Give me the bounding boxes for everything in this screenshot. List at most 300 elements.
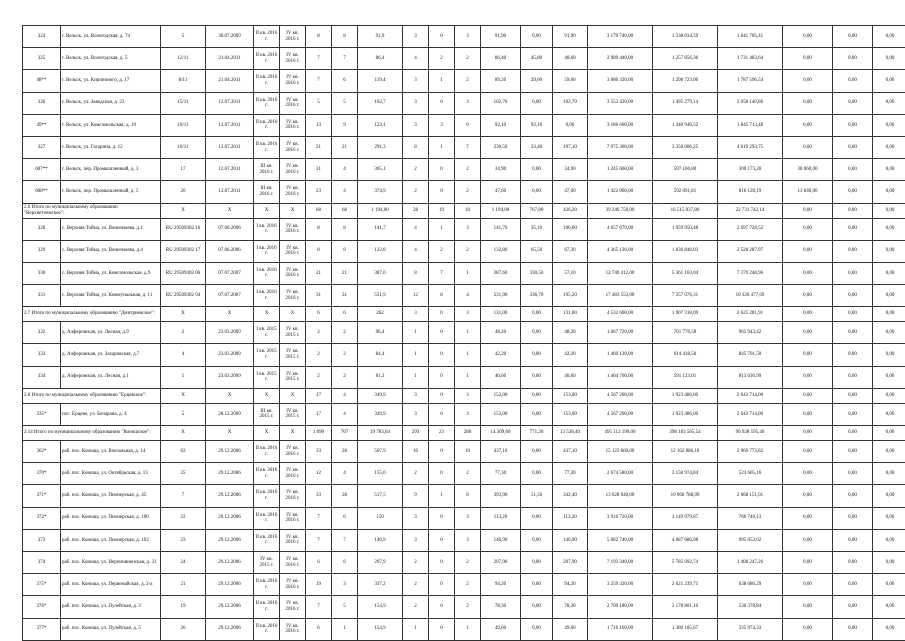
table-cell: IV кв. 2016 г. (280, 92, 306, 114)
table-cell: 291,3 (358, 136, 403, 158)
table-cell: 0,00 (521, 26, 553, 48)
table-cell: 150 (358, 507, 403, 529)
address-cell: раб. пос. Коноша, ул. Пионерская, д. 100 (61, 507, 161, 529)
table-cell: 30.07.2009 (206, 26, 254, 48)
table-cell: 1 298 723,06 (653, 70, 718, 92)
table-cell: 771,20 (521, 426, 553, 441)
table-cell: 21 (332, 136, 358, 158)
table-cell: 1 923 486,00 (653, 388, 718, 403)
table-cell: 3 259 320,00 (588, 574, 653, 596)
row-number-cell: 49** (23, 114, 61, 136)
table-cell: 230,50 (481, 136, 521, 158)
row-number-cell: 48** (23, 70, 61, 92)
table-cell: 2 (403, 551, 429, 573)
table-cell: 0,00 (521, 529, 553, 551)
table-cell: 4 619 293,75 (718, 136, 783, 158)
table-cell: 207,90 (481, 551, 521, 573)
table-cell: II кв. 2016 г. (254, 463, 280, 485)
table-cell: 4 567 200,00 (588, 388, 653, 403)
table-cell: IV кв. 2016 г. (280, 159, 306, 181)
table-row (23, 92, 905, 114)
table-row (23, 136, 905, 158)
table-cell: 63 (161, 441, 206, 463)
table-cell: 349,9 (358, 388, 403, 403)
table-cell: 0,00 (833, 596, 873, 618)
row-number-cell: 362* (23, 441, 61, 463)
table-cell: IV кв. 2016 г. (280, 240, 306, 262)
table-cell: 0,00 (833, 426, 873, 441)
table-cell: 0,00 (873, 596, 905, 618)
table-cell: 0,00 (783, 307, 833, 322)
table-cell: 0 (429, 596, 455, 618)
table-cell: 2 (306, 322, 332, 344)
table-cell: 12 740 412,00 (588, 262, 653, 284)
table-cell: X (280, 203, 306, 218)
table-cell: 13 840,00 (783, 181, 833, 203)
table-cell: 0,00 (833, 285, 873, 307)
table-cell: II кв. 2016 г. (254, 618, 280, 640)
table-cell: IV кв. 2016 г. (280, 596, 306, 618)
table-cell: IV кв. 2016 г. (280, 218, 306, 240)
table-cell: 0,00 (873, 181, 905, 203)
table-cell: 3 (455, 218, 481, 240)
table-cell: II кв. 2016 г. (254, 574, 280, 596)
table-cell: 23.03.2009 (206, 322, 254, 344)
table-cell: 21 (332, 262, 358, 284)
table-cell: 113,20 (553, 507, 588, 529)
table-cell: 0,00 (521, 574, 553, 596)
table-cell: 2 697 728,52 (718, 218, 783, 240)
table-cell: 29,60 (521, 70, 553, 92)
table-cell: 293 (403, 426, 429, 441)
table-cell: 07.06.2006 (206, 218, 254, 240)
table-row (23, 403, 905, 425)
table-cell: 19 783,64 (358, 426, 403, 441)
table-cell: 84,4 (358, 344, 403, 366)
table-cell: 4 (455, 285, 481, 307)
table-cell: 2 (455, 181, 481, 203)
table-cell: 4 087 686,98 (653, 529, 718, 551)
table-cell: 78,30 (481, 596, 521, 618)
table-cell: 35,10 (521, 218, 553, 240)
table-cell: 31 (332, 285, 358, 307)
table-cell: 0,00 (833, 388, 873, 403)
table-cell: IV кв. 2016 г. (280, 463, 306, 485)
table-cell: 22 731 742,14 (718, 203, 783, 218)
table-cell: 13 (306, 114, 332, 136)
row-number-cell: 375* (23, 574, 61, 596)
table-cell: X (280, 307, 306, 322)
table-cell: 17 (306, 388, 332, 403)
table-cell: 1 257 856,36 (653, 48, 718, 70)
table-cell: 7 379 248,96 (718, 262, 783, 284)
table-cell: 29.12.2006 (206, 551, 254, 573)
table-cell: 0,00 (783, 529, 833, 551)
table-cell: 10 (455, 441, 481, 463)
table-cell: X (161, 203, 206, 218)
table-cell: IV кв. 2015 г. (280, 322, 306, 344)
table-cell: 0,00 (873, 463, 905, 485)
table-cell: 1 (455, 366, 481, 388)
table-cell: 4 532 600,00 (588, 307, 653, 322)
table-row (23, 48, 905, 70)
address-cell: раб. пос. Коноша, ул. Пулейская, д. 3 (61, 596, 161, 618)
table-cell: 3 (403, 529, 429, 551)
table-cell: IV кв. 2016 г. (280, 262, 306, 284)
table-cell: 2 (455, 159, 481, 181)
table-cell: 0,00 (833, 262, 873, 284)
table-cell: 1 836 848,03 (653, 240, 718, 262)
table-cell: 7 (455, 136, 481, 158)
table-cell: 1 731 483,64 (718, 48, 783, 70)
table-cell: 34,90 (553, 159, 588, 181)
table-row (23, 596, 905, 618)
table-cell: 40,60 (553, 48, 588, 70)
table-cell: 28.12.2009 (206, 403, 254, 425)
table-cell: 5 (161, 403, 206, 425)
table-cell: 398 183 565,54 (653, 426, 718, 441)
table-cell: 07.06.2006 (206, 240, 254, 262)
table-cell: 5 (306, 92, 332, 114)
table-cell: 1 (429, 136, 455, 158)
table-cell: 0,00 (833, 218, 873, 240)
table-row (23, 463, 905, 485)
table-cell: 2 (429, 48, 455, 70)
address-cell: г. Вельск, ул. Вологодская, д. 74 (61, 26, 161, 48)
table-cell: 1 667 720,00 (588, 322, 653, 344)
table-cell: 2 (429, 240, 455, 262)
table-cell: 51,50 (521, 485, 553, 507)
table-cell: 0,00 (833, 529, 873, 551)
table-cell: 5 (161, 26, 206, 48)
table-cell: X (280, 426, 306, 441)
table-cell: IV кв. 2016 г. (280, 26, 306, 48)
table-cell: 507 166,80 (653, 159, 718, 181)
table-cell: 33 (306, 485, 332, 507)
table-cell: 767,80 (521, 203, 553, 218)
table-cell: 2 (332, 344, 358, 366)
table-cell: 10 960 788,99 (653, 485, 718, 507)
table-cell: 48,20 (481, 322, 521, 344)
table-cell: IV кв. 2016 г. (280, 507, 306, 529)
table-cell: 1 (429, 70, 455, 92)
table-cell: 12.07.2011 (206, 114, 254, 136)
table-row (23, 218, 905, 240)
row-number-cell: 608** (23, 181, 61, 203)
table-cell: 3 (429, 114, 455, 136)
table-cell: 0 (429, 307, 455, 322)
subtotal-label: 2.14 Итого по муниципальному образованию "Коношское": (23, 426, 161, 441)
table-cell: 7 193 340,00 (588, 551, 653, 573)
table-cell: 8 (403, 262, 429, 284)
table-cell: II кв. 2016 г. (254, 48, 280, 70)
table-row (23, 159, 905, 181)
table-cell: 2 (403, 574, 429, 596)
table-cell: 3 (403, 114, 429, 136)
table-cell: 207,9 (358, 551, 403, 573)
table-cell: 0,00 (783, 136, 833, 158)
table-cell: 0,00 (783, 285, 833, 307)
table-cell: 146,90 (481, 529, 521, 551)
table-cell: II кв. 2016 г. (254, 26, 280, 48)
table-cell: 10 (455, 203, 481, 218)
address-cell: г. Вельск, ул. Вологодская, д. 5 (61, 48, 161, 70)
table-cell: 49,60 (553, 618, 588, 640)
table-cell: I кв. 2016 г. (254, 285, 280, 307)
table-cell: 5 (332, 596, 358, 618)
table-cell: 0,00 (521, 181, 553, 203)
table-cell: IV кв. 2016 г. (280, 529, 306, 551)
table-cell: 1 (403, 366, 429, 388)
table-cell: 7 357 076,31 (653, 285, 718, 307)
table-cell: 0,00 (783, 366, 833, 388)
table-cell: 0,00 (873, 366, 905, 388)
table-cell: 3 (455, 388, 481, 403)
table-cell: 0,00 (873, 48, 905, 70)
table-cell: 6 (306, 307, 332, 322)
table-cell: 96 928 595,46 (718, 426, 783, 441)
table-cell: 0,00 (873, 285, 905, 307)
table-cell: 7 (332, 48, 358, 70)
table-cell: 92,10 (521, 114, 553, 136)
table-cell: 132,8 (358, 240, 403, 262)
table-cell: 29.12.2006 (206, 529, 254, 551)
table-cell: 57,10 (553, 262, 588, 284)
table-cell: 0,00 (873, 322, 905, 344)
table-row (23, 574, 905, 596)
table-row (23, 26, 905, 48)
table-cell: 8 (429, 285, 455, 307)
address-cell: с. Верхняя Тойма, ул. Комсомольская, д.9 (61, 262, 161, 284)
table-cell: IV кв. 2016 г. (280, 136, 306, 158)
address-cell: раб. пос. Коноша, ул. Пулейская, д. 5 (61, 618, 161, 640)
address-cell: раб. пос. Коноша, ул. Вокзальная, д. 14 (61, 441, 161, 463)
table-cell: 23 (429, 426, 455, 441)
table-cell: 0,00 (873, 344, 905, 366)
table-cell: 2 (403, 596, 429, 618)
table-cell: 300 173,20 (718, 159, 783, 181)
table-cell: IV кв. 2016 г. (280, 48, 306, 70)
address-cell: пос. Ерцево, ул. Бочарова, д. 4 (61, 403, 161, 425)
table-cell: 4 (403, 48, 429, 70)
address-cell: раб. пос. Коноша, ул. Нерпичиненская, д. 31 (61, 551, 161, 573)
row-number-cell: 324 (23, 26, 61, 48)
address-cell: раб. пос. Коноша, ул. Пионерская, д. 102 (61, 529, 161, 551)
table-cell: X (254, 388, 280, 403)
table-cell: 21 (161, 574, 206, 596)
housing-program-table (22, 25, 905, 641)
table-cell: 262 (358, 307, 403, 322)
table-cell: 0,00 (833, 618, 873, 640)
table-cell: 0,00 (521, 322, 553, 344)
table-cell: 3 149 979,87 (653, 507, 718, 529)
address-cell: с. Верхняя Тойма, ул. Коммунальная, д. 11 (61, 285, 161, 307)
table-cell: 23 (161, 529, 206, 551)
table-cell: 49,60 (481, 618, 521, 640)
table-cell: 7 975 300,00 (588, 136, 653, 158)
table-cell: 0,00 (833, 574, 873, 596)
table-cell: X (161, 426, 206, 441)
table-cell: 426,20 (553, 203, 588, 218)
table-cell: I кв. 2016 г. (254, 262, 280, 284)
address-cell: д. Алфеpовская, ул. Лесная, д.9 (61, 322, 161, 344)
table-cell: III кв. 2015 г. (254, 403, 280, 425)
table-cell: 23 (306, 181, 332, 203)
table-cell: 1 422 060,00 (588, 181, 653, 203)
table-cell: 132,80 (481, 240, 521, 262)
address-cell: г. Вельск, пер. Промышленный, д. 3 (61, 159, 161, 181)
table-cell: 34,90 (481, 159, 521, 181)
table-cell: 17 483 553,00 (588, 285, 653, 307)
table-row (23, 618, 905, 640)
table-cell: 12 (403, 285, 429, 307)
table-cell: 0,00 (873, 485, 905, 507)
table-cell: 1 (403, 344, 429, 366)
table-cell: II кв. 2016 г. (254, 136, 280, 158)
table-cell: 2 621 239,71 (653, 574, 718, 596)
table-cell: X (161, 307, 206, 322)
table-cell: 17 (161, 159, 206, 181)
table-cell: 91,9 (358, 26, 403, 48)
table-cell: 0,00 (783, 114, 833, 136)
table-cell: 68 (332, 203, 358, 218)
table-cell: 767 (332, 426, 358, 441)
table-cell: 1 845 713,48 (718, 114, 783, 136)
table-cell: 21 (306, 262, 332, 284)
table-cell: 2 (455, 596, 481, 618)
table-cell: 21 (306, 136, 332, 158)
address-cell: д. Алфеpовская, ул. Захаровская, д.7 (61, 344, 161, 366)
table-cell: 0,00 (783, 344, 833, 366)
table-cell: 3 (455, 92, 481, 114)
table-cell: 65,50 (521, 240, 553, 262)
table-cell: 0 (429, 322, 455, 344)
table-cell: 3 (403, 92, 429, 114)
table-cell: 1 404 760,00 (588, 366, 653, 388)
table-cell: 94,20 (553, 574, 588, 596)
row-number-cell: 328 (23, 218, 61, 240)
table-cell: 0 (429, 344, 455, 366)
table-cell: 29.12.2006 (206, 574, 254, 596)
table-cell: 0,00 (521, 344, 553, 366)
table-cell: 12.07.2011 (206, 181, 254, 203)
table-cell: 0,00 (783, 618, 833, 640)
address-cell: с. Верхняя Тойма, ул. Венизмоева, д.1 (61, 218, 161, 240)
table-cell: 0,00 (521, 596, 553, 618)
table-cell: 0,00 (873, 441, 905, 463)
table-cell: 3 (332, 574, 358, 596)
table-cell: 8/11 (161, 70, 206, 92)
table-cell: 2 643 714,00 (718, 403, 783, 425)
table-cell: 154,9 (358, 618, 403, 640)
table-cell: 1 (403, 322, 429, 344)
table-cell: 1 194,00 (358, 203, 403, 218)
table-cell: X (161, 388, 206, 403)
table-cell: 07.07.2007 (206, 285, 254, 307)
table-cell: 4 567 200,00 (588, 403, 653, 425)
table-cell: 2 528 287,97 (718, 240, 783, 262)
table-cell: 42,20 (553, 344, 588, 366)
table-cell: 437,10 (553, 441, 588, 463)
table-row (23, 507, 905, 529)
table-cell: X (254, 426, 280, 441)
table-cell: 77,30 (553, 463, 588, 485)
table-cell: 153,00 (553, 403, 588, 425)
table-cell: 3 (403, 507, 429, 529)
table-cell: 0,00 (873, 574, 905, 596)
table-cell: 4 (332, 463, 358, 485)
table-cell: 81,2 (358, 366, 403, 388)
table-cell: 0 (429, 441, 455, 463)
table-cell: 2 (455, 48, 481, 70)
table-cell: 6 (332, 507, 358, 529)
table-cell: 0,00 (833, 344, 873, 366)
table-cell: RU 29509302 16 (161, 218, 206, 240)
table-cell: 29.12.2006 (206, 463, 254, 485)
table-cell: 3 (455, 307, 481, 322)
table-cell: 0,00 (783, 388, 833, 403)
table-cell: X (280, 388, 306, 403)
table-cell: 5 082 740,00 (588, 529, 653, 551)
table-cell: 29.12.2006 (206, 485, 254, 507)
table-cell: 4 (332, 159, 358, 181)
table-cell: 0,00 (833, 203, 873, 218)
table-cell: 28 (403, 203, 429, 218)
table-cell: 8 (403, 136, 429, 158)
table-cell: 12.07.2011 (206, 92, 254, 114)
subtotal-label: 2.6 Итого по муниципальному образованию "Верхнетоемское": (23, 203, 161, 218)
table-cell: 14 309,60 (481, 426, 521, 441)
table-cell: 8 (332, 26, 358, 48)
table-cell: 0 (429, 574, 455, 596)
table-cell: 96,4 (358, 322, 403, 344)
table-cell: 1 923 486,00 (653, 403, 718, 425)
table-cell: 102,70 (553, 92, 588, 114)
table-cell: 3 (403, 403, 429, 425)
table-cell: 20 (161, 181, 206, 203)
table-cell: 0,00 (873, 203, 905, 218)
table-cell: 7 (306, 596, 332, 618)
table-cell: 197,10 (553, 136, 588, 158)
table-cell: 3 356 006,25 (653, 136, 718, 158)
table-cell: 387,60 (481, 262, 521, 284)
table-cell: 335 974,33 (718, 618, 783, 640)
table-cell: IV кв. 2016 г. (280, 181, 306, 203)
table-cell: 8 (306, 26, 332, 48)
table-cell: 0,00 (873, 92, 905, 114)
table-cell: X (206, 307, 254, 322)
table-cell: IV кв. 2016 г. (280, 551, 306, 573)
table-cell: 507,9 (358, 441, 403, 463)
table-cell: 3 (403, 307, 429, 322)
table-cell: 119,4 (358, 70, 403, 92)
table-cell: 2 (161, 322, 206, 344)
table-cell: 0,00 (553, 114, 588, 136)
table-cell: 7 (306, 529, 332, 551)
table-cell: 1 (429, 218, 455, 240)
table-cell: 0,00 (521, 159, 553, 181)
row-number-cell: 332 (23, 322, 61, 344)
table-cell: 0,00 (833, 26, 873, 48)
table-cell: IV кв. 2015 г. (254, 551, 280, 573)
table-cell: 17 (306, 403, 332, 425)
table-cell: 2 058 140,86 (718, 92, 783, 114)
table-cell: 6 (332, 70, 358, 92)
table-cell: 0,00 (783, 463, 833, 485)
table-cell: 22 (161, 507, 206, 529)
table-row (23, 285, 905, 307)
table-cell: 45,80 (521, 48, 553, 70)
